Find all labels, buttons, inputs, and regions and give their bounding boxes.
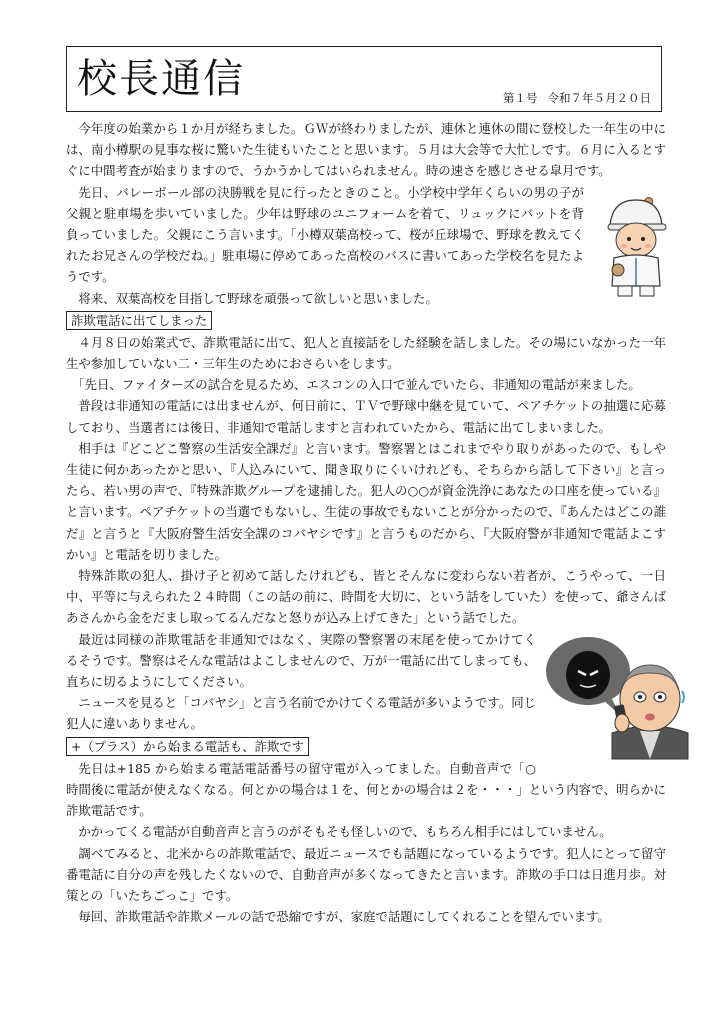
header-box	[66, 46, 662, 112]
baseball-boy-illustration	[590, 186, 680, 298]
page-title: 校長通信	[77, 56, 245, 102]
paragraph: 将来、双葉高校を目指して野球を頑張って欲しいと思いました。	[78, 290, 438, 306]
issue-number: 第１号	[503, 91, 538, 105]
paragraph: ニュースを見ると「コバヤシ」と言う名前でかけてくる電話が多いようです。同じ犯人に違いありません。	[66, 695, 536, 732]
paragraph: 毎回、詐欺電話や詐欺メールの話で恐縮ですが、家庭で話題にしてくれることを望んでいます。	[78, 909, 610, 925]
paragraph: 普段は非通知の電話には出ませんが、何日前に、ＴＶで野球中継を見ていて、ペアチケットの抽選に応募しており、当選者には後日、非通知で電話しますと言われていたから、電話に出てしまいました。	[66, 398, 666, 435]
paragraph: 今年度の始業から１か月が経ちました。ＧＷが終わりましたが、連休と連休の間に登校した一年生の中には、南小樽駅の見事な桜に驚いた生徒もいたことと思います。５月は大会等で大忙しです。６月に入るとすぐに中間考査が始まりますので、うかうかしてはいられません。時の速さを感じさせる皐月です。	[66, 121, 666, 179]
issue-date: 令和７年５月２０日	[547, 91, 651, 105]
paragraph: 先日は+185 から始まる電話電話番号の留守電が入ってました。自動音声で「○時間後に電話が使えなくなる。何とかの場合は１を、何とかの場合は２を・・・」という内容で、明らかに詐欺電話です。	[66, 760, 666, 819]
paragraph: ４月８日の始業式で、詐欺電話に出て、犯人と直接話をした経験を話しました。その場にいなかった一年生や参加していない二・三年生のためにおさらいをします。	[66, 334, 666, 372]
scam-call-illustration	[542, 631, 692, 761]
paragraph: 調べてみると、北米からの詐欺電話で、最近ニュースでも話題になっているようです。犯人にとって留守番電話に自分の声を残したくないので、自動音声が多くなってきたと言います。詐欺の手口は日進月歩。対策との「いたちごっこ」です。	[66, 845, 666, 903]
paragraph: 最近は同様の詐欺電話を非通知ではなく、実際の警察署の末尾を使ってかけてくるそうです。警察はそんな電話はよこしませんので、万が一電話に出てしまっても、直ちに切るようにしてください。	[66, 631, 536, 690]
paragraph: 先日、バレーボール部の決勝戦を見に行ったときのこと。小学校中学年くらいの男の子が父親と駐車場を歩いていました。少年は野球のユニフォームを着て、リュックにバットを背負っていました。父親にこう言います。「小樽双葉高校って、桜が丘球場で、野球を教えてくれたお兄さんの学校だね。」駐車場に停めてあった高校のバスに書いてあった学校名を見たようです。	[66, 184, 584, 285]
paragraph: 「先日、ファイターズの試合を見るため、エスコンの入口で並んでいたら、非通知の電話が来ました。	[72, 377, 641, 393]
issue-info	[503, 90, 651, 106]
paragraph: 特殊詐欺の犯人、掛け子と初めて話したけれども、皆とそんなに変わらない若者が、こうやって、一日中、平等に与えられた２４時間（この話の前に、時間を大切に、という話をしていた）を使って、爺さんばあさんから金をだまし取ってるんだなと怒りが込み上げてきた」という話でした。	[66, 568, 666, 626]
newsletter-body	[66, 118, 666, 927]
section-heading: +（プラス）から始まる電話も、詐欺です	[66, 737, 309, 756]
section-heading: 詐欺電話に出てしまった	[66, 311, 212, 330]
paragraph: かかってくる電話が自動音声と言うのがそもそも怪しいので、もちろん相手にはしていません。	[78, 824, 612, 840]
paragraph: 相手は『どこどこ警察の生活安全課だ』と言います。警察署とはこれまでやり取りがあったので、もしや生徒に何かあったかと思い、『人込みにいて、聞き取りにくいけれども、そちらから話して下さい』と言ったら、若い男の声で、『特殊詐欺グループを逮捕した。犯人の○○が資金洗浄にあなたの口座を使っている』と言います。ペアチケットの当選でもないし、生徒の事故でもないことが分かったので、『あんたはどこの誰だ』と言うと『大阪府警生活安全課のコバヤシです』と言うものだから、『大阪府警が非通知で電話よこすかい』と電話を切りました。	[66, 440, 666, 562]
